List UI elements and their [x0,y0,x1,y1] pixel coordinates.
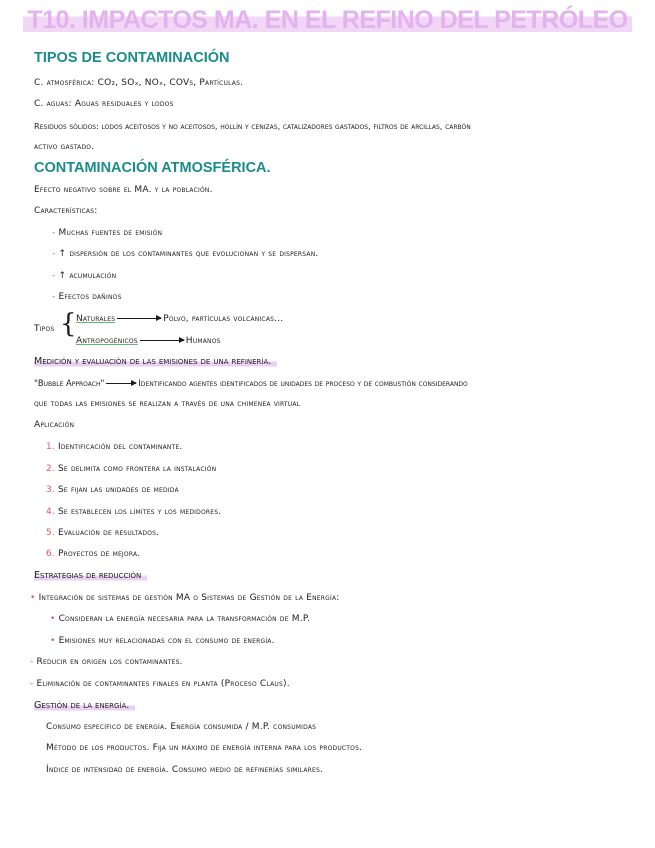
bullet-dot-icon: • [50,614,59,624]
step-1 [46,442,183,452]
step-4 [46,507,221,517]
c4-text: Efectos dañinos [58,292,122,302]
step-number: 4. [46,507,55,517]
line-eliminacion [30,679,290,689]
integracion-text: Integración de sistemas de gestión MA o Sistemas de Gestión de la Energía: [38,593,340,603]
line-integracion-b [50,636,275,646]
integracion-a-text: Consideran la energía necesaria para la transformación de M.P. [58,614,311,624]
step-number: 6. [46,549,55,559]
eliminacion-text: Eliminación de contaminantes finales en planta (Proceso Claus). [36,679,290,689]
line-integracion-a [50,614,310,624]
page-title-text: T10. IMPACTOS MA. EN EL REFINO DEL PETRÓLEO [23,6,631,34]
page-title [0,6,655,35]
c1-text: Muchas fuentes de emisión [58,228,163,238]
line-residuos-2: activo gastado. [34,142,95,152]
line-reducir [30,657,183,667]
heading-gestion-energia: Gestión de la energía. [34,700,135,711]
antropogenicos-text: Antropogénicos [76,336,138,346]
arrow-right-icon [106,383,136,384]
heading-medicion: Medición y evaluación de las emisiones de una refinería. [34,356,277,367]
naturales-result: Polvo, partículas volcánicas... [163,314,284,324]
heading-tipos-contaminacion: TIPOS DE CONTAMINACIÓN [34,50,230,66]
line-naturales [76,314,283,324]
bullet-dot-icon: • [50,636,59,646]
step-6 [46,549,140,559]
bubble-result: Identificando agentes identificados de unidades de proceso y de combustión considerando [138,378,468,388]
step-3 [46,485,179,495]
c2-text: ↑ dispersión de los contaminantes que evolucionan y se dispersan. [58,249,319,259]
line-integracion [30,593,340,603]
heading-estrategias: Estrategias de reducción [34,570,147,581]
tipos-label: Tipos [34,324,55,334]
step-number: 5. [46,528,55,538]
line-consumo-especifico: Consumo específico de energía. Energía consumida / M.P. consumidas [46,722,317,732]
line-c-atmosferica: C. atmosférica: CO₂, SOₓ, NOₓ, COVs, Partículas. [34,78,244,88]
line-bubble [34,378,468,388]
integracion-b-text: Emisiones muy relacionadas con el consumo de energía. [58,636,275,646]
step-text: Se establecen los límites y los medidores. [58,507,222,517]
brace-icon: { [60,309,77,339]
step-2 [46,464,216,474]
line-caracteristicas: Características: [34,206,98,216]
antropogenicos-result: Humanos [185,336,221,346]
line-c1 [52,228,162,238]
c3-text: ↑ acumulación [58,271,117,281]
step-text: Identificación del contaminante. [58,442,183,452]
line-c3 [52,271,116,281]
dash-bullet: - [30,657,37,667]
step-number: 2. [46,464,55,474]
line-efecto: Efecto negativo sobre el MA. y la población. [34,185,213,195]
heading-contaminacion-atmosferica: CONTAMINACIÓN ATMOSFÉRICA. [34,160,271,176]
bullet-dot-icon: • [30,593,39,603]
line-residuos-1: Residuos sólidos: lodos aceitosos y no aceitosos, hollín y cenizas, catalizadores gastados, filtros de arcillas, carbón [34,121,471,131]
naturales-text: Naturales [76,314,116,324]
step-text: Evaluación de resultados. [58,528,160,538]
dash-bullet: - [52,228,59,238]
step-text: Proyectos de mejora. [58,549,141,559]
line-indice-intensidad: Índice de intensidad de energía. Consumo medio de refinerías similares. [46,765,324,775]
line-metodo-productos: Método de los productos. Fija un máximo de energía interna para los productos. [46,743,363,753]
reducir-text: Reducir en origen los contaminantes. [36,657,183,667]
line-c2 [52,249,318,259]
line-bubble-2: que todas las emisiones se realizan a través de una chimenea virtual [34,399,301,409]
line-aplicacion: Aplicación [34,420,75,430]
arrow-right-icon [117,318,161,319]
step-number: 1. [46,442,55,452]
step-5 [46,528,159,538]
arrow-right-icon [140,340,184,341]
dash-bullet: - [30,679,37,689]
line-c-aguas: C. aguas: Aguas residuales y lodos [34,99,174,109]
step-number: 3. [46,485,55,495]
step-text: Se fijan las unidades de medida [58,485,179,495]
dash-bullet: - [52,292,59,302]
line-c4 [52,292,122,302]
dash-bullet: - [52,271,59,281]
dash-bullet: - [52,249,59,259]
bubble-text: "Bubble Approach" [34,378,105,388]
line-antropogenicos [76,336,221,346]
step-text: Se delimita como frontera la instalación [58,464,217,474]
